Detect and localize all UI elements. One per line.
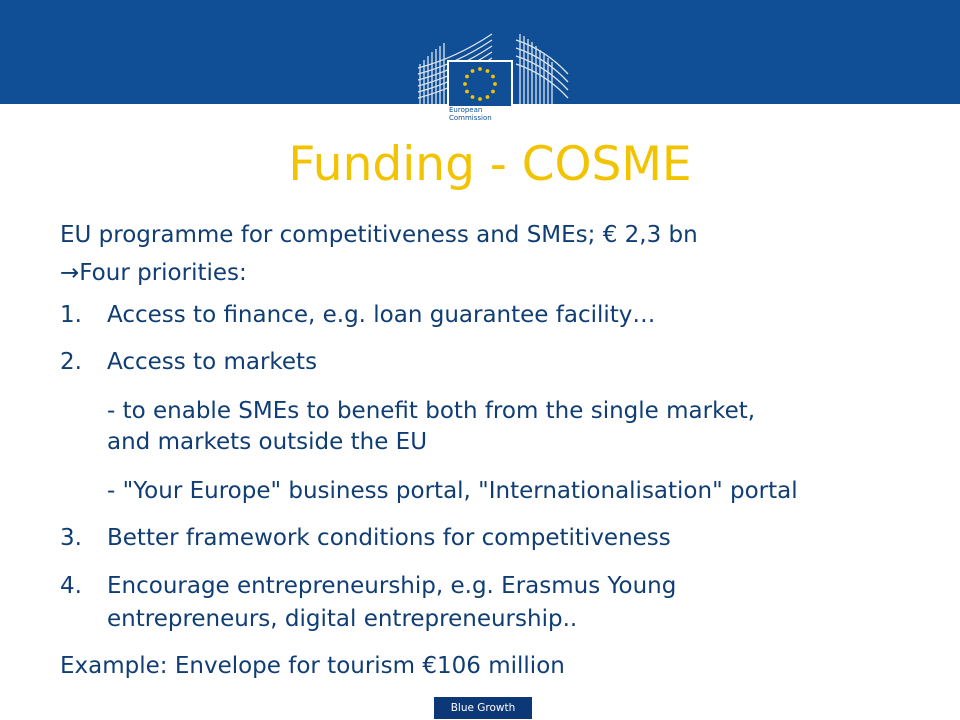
priority-2-number: 2. xyxy=(60,349,82,375)
priority-1-text: Access to finance, e.g. loan guarantee facility… xyxy=(107,302,656,328)
logo-label-line2: Commission xyxy=(449,114,492,122)
logo-label xyxy=(449,106,513,134)
priority-3-number: 3. xyxy=(60,525,82,551)
markets-subitem-2-line1: - "Your Europe" business portal, "Internationalisation" portal xyxy=(107,478,798,504)
markets-subitem-1-line1: - to enable SMEs to benefit both from the single market, xyxy=(107,398,756,424)
priority-1-number: 1. xyxy=(60,302,82,328)
priority-4-text-line1: Encourage entrepreneurship, e.g. Erasmus Young xyxy=(107,573,677,599)
priority-3-text: Better framework conditions for competitiveness xyxy=(107,525,671,551)
logo-label-line1: European xyxy=(449,106,483,114)
intro-line: EU programme for competitiveness and SMEs; € 2,3 bn xyxy=(60,222,698,248)
footer-label: Blue Growth xyxy=(434,697,532,719)
slide-title: Funding - COSME xyxy=(288,137,692,192)
markets-subitem-1-line2: and markets outside the EU xyxy=(107,429,428,455)
priorities-heading: →Four priorities: xyxy=(60,260,247,286)
priority-2-text: Access to markets xyxy=(107,349,318,375)
priority-4-number: 4. xyxy=(60,573,82,599)
example-line: Example: Envelope for tourism €106 million xyxy=(60,653,565,679)
priority-4-text-line2: entrepreneurs, digital entrepreneurship.. xyxy=(107,606,578,632)
